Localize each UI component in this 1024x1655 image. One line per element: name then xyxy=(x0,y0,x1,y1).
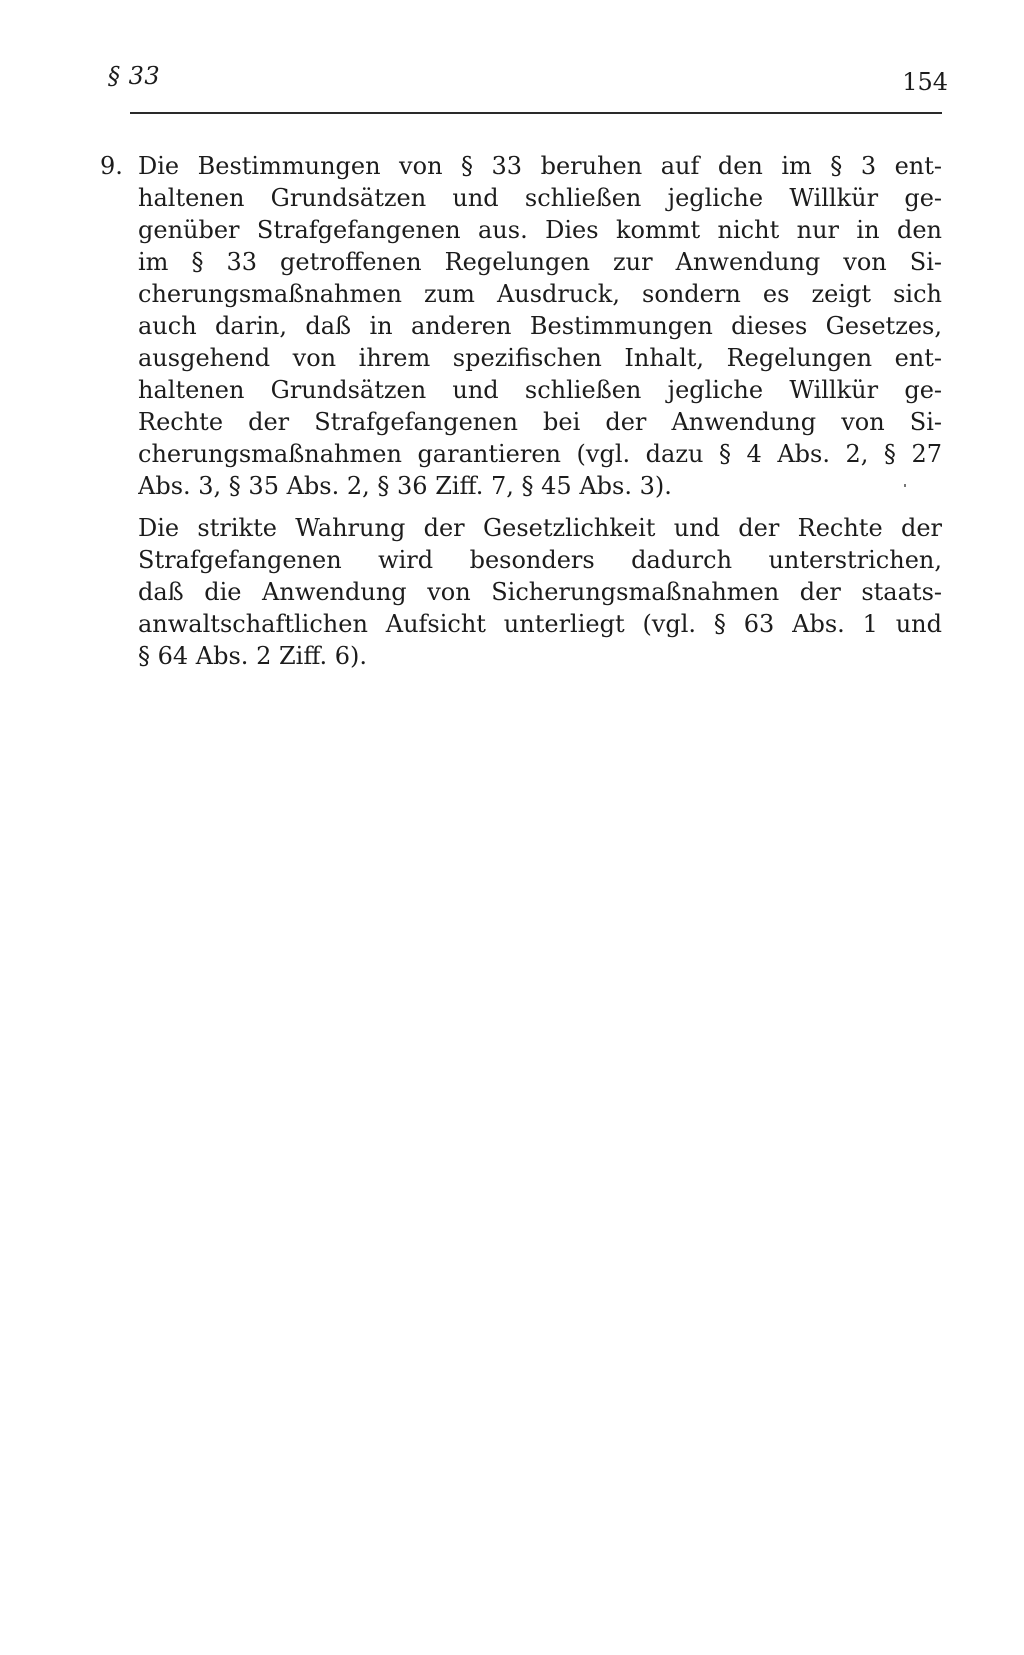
scan-speck xyxy=(904,484,906,487)
text-line: genüber Strafgefangenen aus. Dies kommt nicht nur in den xyxy=(138,216,942,244)
text-line: daß die Anwendung von Sicherungsmaßnahmen der staats- xyxy=(138,578,942,606)
text-line: Die Bestimmungen von § 33 beruhen auf den im § 3 ent- xyxy=(138,152,942,180)
text-line: auch darin, daß in anderen Bestimmungen dieses Gesetzes, xyxy=(138,312,942,340)
text-line: cherungsmaßnahmen zum Ausdruck, sondern es zeigt sich xyxy=(138,280,942,308)
text-line: § 64 Abs. 2 Ziff. 6). xyxy=(138,642,368,670)
text-line: Strafgefangenen wird besonders dadurch unterstrichen, xyxy=(138,546,942,574)
text-line: ausgehend von ihrem spezifischen Inhalt, Regelungen ent- xyxy=(138,344,942,372)
paragraph-legality xyxy=(100,512,942,672)
text-line: haltenen Grundsätzen und schließen jegliche Willkür ge- xyxy=(138,184,942,212)
running-head: § 33 xyxy=(108,62,161,90)
text-line: Die strikte Wahrung der Gesetzlichkeit und der Rechte der xyxy=(138,514,942,542)
body-text xyxy=(100,150,942,672)
paragraph-number: 9. xyxy=(100,152,123,180)
text-line: Abs. 3, § 35 Abs. 2, § 36 Ziff. 7, § 45 Abs. 3). xyxy=(138,472,672,500)
text-line: im § 33 getroffenen Regelungen zur Anwendung von Si- xyxy=(138,248,942,276)
text-line: anwaltschaftlichen Aufsicht unterliegt (vgl. § 63 Abs. 1 und xyxy=(138,610,942,638)
page-number: 154 xyxy=(902,68,948,96)
text-line: cherungsmaßnahmen garantieren (vgl. dazu § 4 Abs. 2, § 27 xyxy=(138,440,942,468)
header-rule xyxy=(130,112,942,114)
text-line: Rechte der Strafgefangenen bei der Anwendung von Si- xyxy=(138,408,942,436)
text-line: haltenen Grundsätzen und schließen jegliche Willkür ge- xyxy=(138,376,942,404)
paragraph-9 xyxy=(100,150,942,502)
